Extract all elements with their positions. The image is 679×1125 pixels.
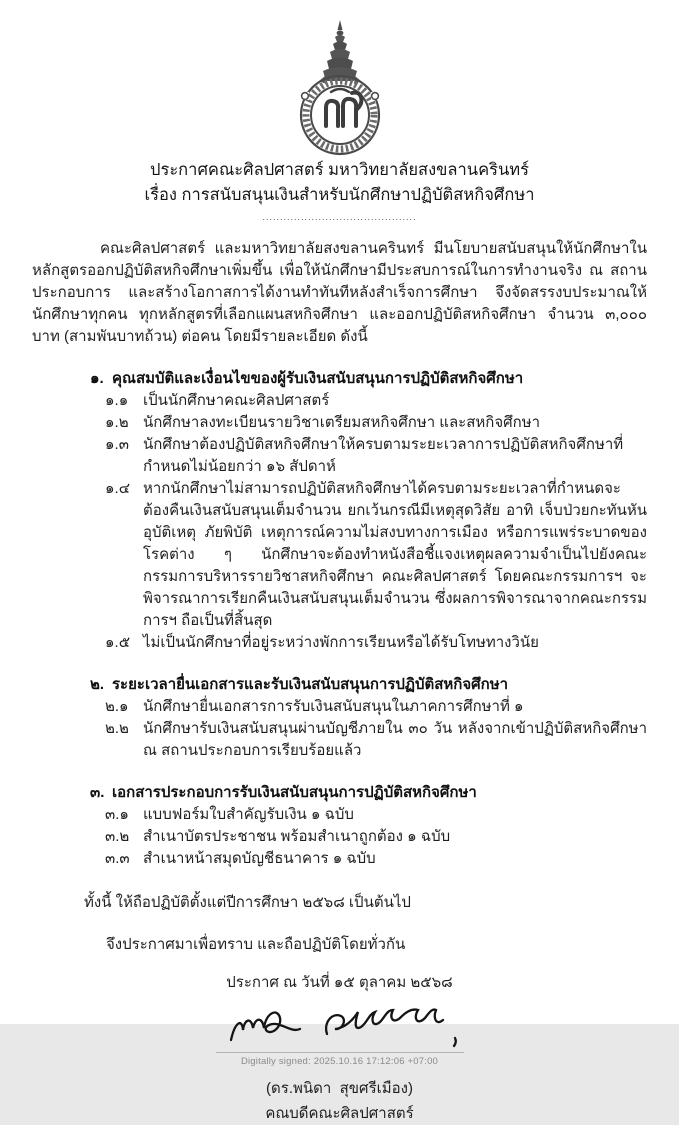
item-text: นักศึกษาต้องปฏิบัติสหกิจศึกษาให้ครบตามระยะเวลาการปฏิบัติสหกิจศึกษาที่กำหนดไม่น้อยกว่า ๑๖ สัปดาห์	[143, 436, 624, 475]
item-number: ๓.๒	[105, 828, 130, 845]
list-item	[32, 434, 647, 478]
section-heading	[32, 674, 647, 696]
list-item	[32, 696, 647, 718]
item-number: ๑.๑	[105, 392, 129, 409]
section-title: เอกสารประกอบการรับเงินสนับสนุนการปฏิบัติสหกิจศึกษา	[112, 784, 477, 801]
dotted-divider: ............................................	[262, 212, 417, 222]
section-heading	[32, 782, 647, 804]
section-number: ๒.	[90, 676, 105, 693]
list-item	[32, 718, 647, 762]
list-item	[32, 826, 647, 848]
item-text: หากนักศึกษาไม่สามารถปฏิบัติสหกิจศึกษาได้ครบตามระยะเวลาที่กำหนดจะต้องคืนเงินสนับสนุนเต็มจำนวน ยกเว้นกรณีมีเหตุสุดวิสัย อาทิ เจ็บป่วยกะทันหัน อุบัติเหตุ ภัยพิบัติ เหตุการณ์ความไม่สงบทางการเมือง หรือการแพร่ระบาดของโรคต่าง ๆ นักศึกษาจะต้องทำหนังสือชี้แจงเหตุผลความจำเป็นไปยังคณะกรรมการบริหารรายวิชาสหกิจศึกษา คณะศิลปศาสตร์ โดยคณะกรรมการฯ จะพิจารณาการเรียกคืนเงินสนับสนุนเต็มจำนวน ซึ่งผลการพิจารณาจากคณะกรรมการฯ ถือเป็นที่สิ้นสุด	[143, 480, 647, 629]
item-text: นักศึกษายื่นเอกสารการรับเงินสนับสนุนในภาคการศึกษาที่ ๑	[143, 698, 524, 715]
section-number: ๑.	[90, 370, 104, 387]
list-item	[32, 390, 647, 412]
item-number: ๑.๔	[105, 480, 131, 497]
item-number: ๒.๑	[105, 698, 129, 715]
list-item	[32, 478, 647, 632]
signature-underline	[216, 1052, 464, 1068]
list-item	[32, 848, 647, 870]
psu-university-seal-icon	[279, 18, 401, 156]
announce-line: จึงประกาศมาเพื่อทราบ และถือปฏิบัติโดยทั่วกัน	[106, 936, 406, 953]
section-qualifications	[32, 368, 647, 654]
section-title: คุณสมบัติและเงื่อนไขของผู้รับเงินสนับสนุนการปฏิบัติสหกิจศึกษา	[112, 370, 524, 387]
list-item	[32, 804, 647, 826]
item-number: ๒.๒	[105, 720, 129, 737]
section-number: ๓.	[90, 784, 105, 801]
digital-signature-timestamp: Digitally signed: 2025.10.16 17:12:06 +07:00	[240, 1056, 439, 1067]
announcement-subject-line: เรื่อง การสนับสนุนเงินสำหรับนักศึกษาปฏิบัติสหกิจศึกษา	[144, 186, 535, 204]
section-title: ระยะเวลายื่นเอกสารและรับเงินสนับสนุนการปฏิบัติสหกิจศึกษา	[112, 676, 509, 693]
item-text: นักศึกษารับเงินสนับสนุนผ่านบัญชีภายใน ๓๐ วัน หลังจากเข้าปฏิบัติสหกิจศึกษา ณ สถานประกอบการเรียบร้อยแล้ว	[143, 720, 647, 759]
handwritten-signature-icon	[215, 1000, 465, 1052]
section-heading	[32, 368, 647, 390]
logo-area	[32, 18, 647, 158]
signer-title: คณบดีคณะศิลปศาสตร์	[265, 1105, 414, 1122]
announcement-title-line1: ประกาศคณะศิลปศาสตร์ มหาวิทยาลัยสงขลานครินทร์	[149, 161, 530, 179]
section-documents	[32, 782, 647, 870]
section-timeline	[32, 674, 647, 762]
intro-paragraph: คณะศิลปศาสตร์ และมหาวิทยาลัยสงขลานครินทร์ มีนโยบายสนับสนุนให้นักศึกษาในหลักสูตรออกปฏิบัติสหกิจศึกษาเพิ่มขึ้น เพื่อให้นักศึกษามีประสบการณ์ในการทำงานจริง ณ สถานประกอบการ และสร้างโอกาสการได้งานทำทันทีหลังสำเร็จการศึกษา จึงจัดสรรงบประมาณให้นักศึกษาทุกคน ทุกหลักสูตรที่เลือกแผนสหกิจศึกษา และออกปฏิบัติสหกิจศึกษา จำนวน ๓,๐๐๐ บาท (สามพันบาทถ้วน) ต่อคน โดยมีรายละเอียด ดังนี้	[32, 240, 647, 345]
list-item	[32, 412, 647, 434]
item-text: เป็นนักศึกษาคณะศิลปศาสตร์	[143, 392, 330, 409]
item-text: แบบฟอร์มใบสำคัญรับเงิน ๑ ฉบับ	[143, 806, 354, 823]
item-number: ๑.๕	[105, 634, 131, 651]
signature-block	[32, 1000, 647, 1125]
list-item	[32, 632, 647, 654]
item-number: ๓.๑	[105, 806, 129, 823]
item-text: สำเนาหน้าสมุดบัญชีธนาคาร ๑ ฉบับ	[143, 850, 376, 867]
signer-name: (ดร.พนิดา สุขศรีเมือง)	[266, 1080, 413, 1097]
item-text: นักศึกษาลงทะเบียนรายวิชาเตรียมสหกิจศึกษา และสหกิจศึกษา	[143, 414, 541, 431]
announcement-date-line: ประกาศ ณ วันที่ ๑๕ ตุลาคม ๒๕๖๘	[226, 974, 453, 991]
effective-date-line: ทั้งนี้ ให้ถือปฏิบัติตั้งแต่ปีการศึกษา ๒๕๖๘ เป็นต้นไป	[84, 894, 411, 911]
item-number: ๑.๒	[105, 414, 129, 431]
item-number: ๑.๓	[105, 436, 129, 453]
item-text: สำเนาบัตรประชาชน พร้อมสำเนาถูกต้อง ๑ ฉบับ	[143, 828, 451, 845]
item-text: ไม่เป็นนักศึกษาที่อยู่ระหว่างพักการเรียนหรือได้รับโทษทางวินัย	[143, 634, 539, 651]
item-number: ๓.๓	[105, 850, 130, 867]
